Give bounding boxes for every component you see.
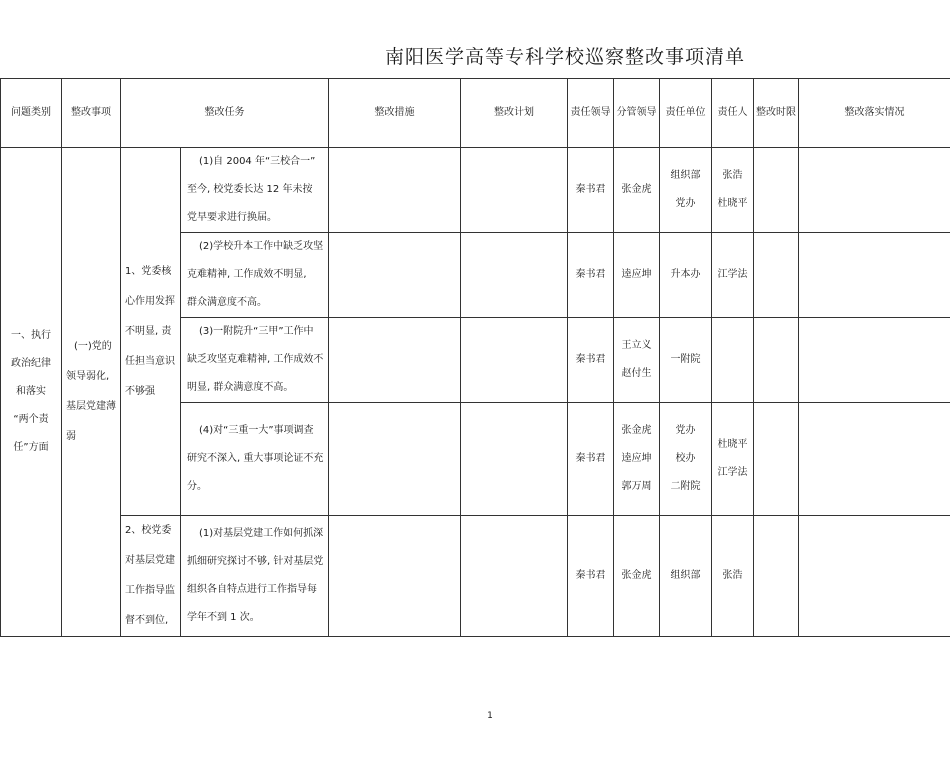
- person-cell: 张浩 杜晓平: [712, 148, 754, 233]
- header-status: 整改落实情况: [799, 79, 950, 148]
- unit-cell: 党办 校办 二附院: [660, 403, 712, 516]
- header-row: [1, 79, 950, 148]
- item-cell: (一)党的 领导弱化, 基层党建薄 弱: [62, 148, 121, 637]
- header-deadline: 整改时限: [754, 79, 799, 148]
- status-cell: [799, 516, 950, 637]
- task-cell: (4)对“三重一大”事项调查 研究不深入, 重大事项论证不充 分。: [181, 403, 329, 516]
- plan-cell: [461, 233, 568, 318]
- person-cell: [712, 318, 754, 403]
- measures-cell: [329, 318, 461, 403]
- unit-cell: 组织部: [660, 516, 712, 637]
- measures-cell: [329, 516, 461, 637]
- leader-cell: 秦书君: [568, 233, 614, 318]
- header-task: 整改任务: [121, 79, 329, 148]
- unit-cell: 一附院: [660, 318, 712, 403]
- deadline-cell: [754, 318, 799, 403]
- task-cell: (1)对基层党建工作如何抓深 抓细研究探讨不够, 针对基层党 组织各自特点进行工作指导每 学年不到 1 次。: [181, 516, 329, 637]
- status-cell: [799, 148, 950, 233]
- deadline-cell: [754, 403, 799, 516]
- header-plan: 整改计划: [461, 79, 568, 148]
- page-title: 南阳医学高等专科学校巡察整改事项清单: [384, 46, 745, 68]
- supervisor-cell: 张金虎: [614, 148, 660, 233]
- header-person: 责任人: [712, 79, 754, 148]
- subitem-2-cell: 2、校党委 对基层党建 工作指导监 督不到位,: [121, 516, 181, 637]
- header-supervisor: 分管领导: [614, 79, 660, 148]
- status-cell: [799, 403, 950, 516]
- rectification-table: [0, 78, 950, 637]
- task-cell: (3)一附院升“三甲”工作中 缺乏攻坚克难精神, 工作成效不 明显, 群众满意度不高。: [181, 318, 329, 403]
- supervisor-cell: 张金虎 逵应坤 郭万周: [614, 403, 660, 516]
- plan-cell: [461, 148, 568, 233]
- supervisor-cell: 张金虎: [614, 516, 660, 637]
- deadline-cell: [754, 233, 799, 318]
- deadline-cell: [754, 516, 799, 637]
- table-row: [1, 148, 950, 233]
- measures-cell: [329, 148, 461, 233]
- subitem-1-cell: 1、党委核 心作用发挥 不明显, 责 任担当意识 不够强: [121, 148, 181, 516]
- measures-cell: [329, 233, 461, 318]
- supervisor-cell: 王立义 赵付生: [614, 318, 660, 403]
- leader-cell: 秦书君: [568, 148, 614, 233]
- status-cell: [799, 318, 950, 403]
- measures-cell: [329, 403, 461, 516]
- deadline-cell: [754, 148, 799, 233]
- leader-cell: 秦书君: [568, 403, 614, 516]
- person-cell: 江学法: [712, 233, 754, 318]
- person-cell: 张浩: [712, 516, 754, 637]
- leader-cell: 秦书君: [568, 318, 614, 403]
- plan-cell: [461, 318, 568, 403]
- category-cell: 一、执行 政治纪律 和落实 “两个责 任”方面: [1, 148, 62, 637]
- header-leader: 责任领导: [568, 79, 614, 148]
- header-unit: 责任单位: [660, 79, 712, 148]
- person-cell: 杜晓平 江学法: [712, 403, 754, 516]
- task-cell: (2)学校升本工作中缺乏攻坚 克难精神, 工作成效不明显, 群众满意度不高。: [181, 233, 329, 318]
- supervisor-cell: 逵应坤: [614, 233, 660, 318]
- plan-cell: [461, 516, 568, 637]
- table-row: [1, 516, 950, 637]
- leader-cell: 秦书君: [568, 516, 614, 637]
- page-number: 1: [487, 711, 493, 721]
- header-item: 整改事项: [62, 79, 121, 148]
- plan-cell: [461, 403, 568, 516]
- unit-cell: 组织部 党办: [660, 148, 712, 233]
- task-cell: (1)自 2004 年“三校合一” 至今, 校党委长达 12 年未按 党早要求进行换届。: [181, 148, 329, 233]
- unit-cell: 升本办: [660, 233, 712, 318]
- header-category: 问题类别: [1, 79, 62, 148]
- header-measures: 整改措施: [329, 79, 461, 148]
- status-cell: [799, 233, 950, 318]
